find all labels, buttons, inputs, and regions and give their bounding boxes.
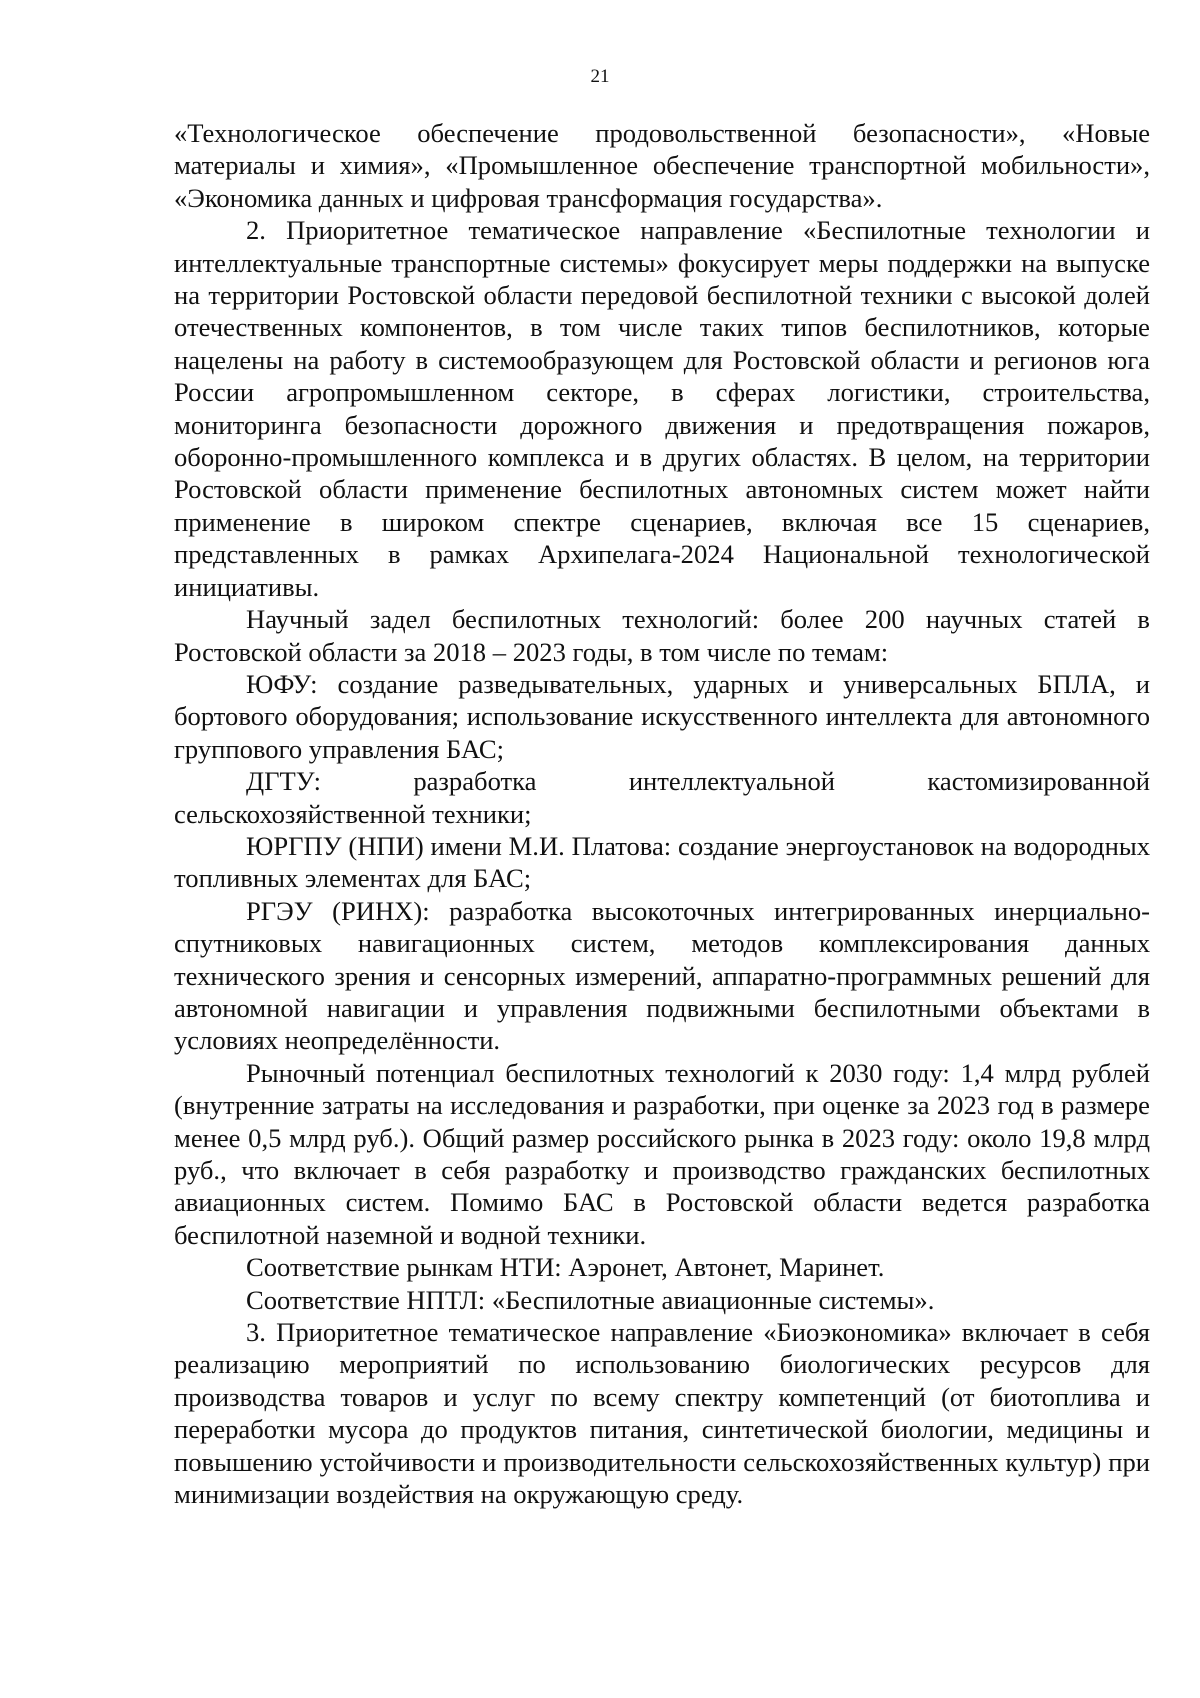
paragraph-rsue: РГЭУ (РИНХ): разработка высокоточных интегрированных инерциально-спутниковых навигационных систем, методов комплексирования данных технического зрения и сенсорных измерений, аппаратно-программных решений для автономной навигации и управления подвижными беспилотными объектами в условиях неопределённости. <box>174 895 1150 1056</box>
paragraph-continuation: «Технологическое обеспечение продовольственной безопасности», «Новые материалы и химия», «Промышленное обеспечение транспортной мобильности», «Экономика данных и цифровая трансформация государства». <box>174 118 1150 213</box>
paragraph-dstu: ДГТУ: разработка интеллектуальной кастомизированной сельскохозяйственной техники; <box>174 766 1150 829</box>
document-body <box>174 117 1150 1510</box>
paragraph-sfedu: ЮФУ: создание разведывательных, ударных и универсальных БПЛА, и бортового оборудования; использование искусственного интеллекта для автономного группового управления БАС; <box>174 668 1150 764</box>
paragraph-srspu: ЮРГПУ (НПИ) имени М.И. Платова: создание энергоустановок на водородных топливных элементах для БАС; <box>174 830 1150 894</box>
page-number: 21 <box>590 66 610 87</box>
paragraph-nti-markets: Соответствие рынкам НТИ: Аэронет, Автонет, Маринет. <box>246 1252 885 1283</box>
paragraph-scientific-background: Научный задел беспилотных технологий: более 200 научных статей в Ростовской области за 2018 – 2023 годы, в том числе по темам: <box>174 604 1150 667</box>
paragraph-unmanned-tech-direction: 2. Приоритетное тематическое направление «Беспилотные технологии и интеллектуальные транспортные системы» фокусирует меры поддержки на выпуске на территории Ростовской области передовой беспилотной техники с высокой долей отечественных компонентов, в том числе таких типов беспилотников, которые нацелены на работу в системообразующем для Ростовской области и регионов юга России агропромышленном секторе, в сферах логистики, строительства, мониторинга безопасности дорожного движения и предотвращения пожаров, оборонно-промышленного комплекса и в других областях. В целом, на территории Ростовской области применение беспилотных автономных систем может найти применение в широком спектре сценариев, включая все 15 сценариев, представленных в рамках Архипелага-2024 Национальной технологической инициативы. <box>174 215 1150 602</box>
paragraph-nptl: Соответствие НПТЛ: «Беспилотные авиационные системы». <box>246 1284 935 1315</box>
paragraph-market-potential: Рыночный потенциал беспилотных технологий к 2030 году: 1,4 млрд рублей (внутренние затраты на исследования и разработки, при оценке за 2023 год в размере менее 0,5 млрд руб.). Общий размер российского рынка в 2023 году: около 19,8 млрд руб., что включает в себя разработку и производство гражданских беспилотных авиационных систем. Помимо БАС в Ростовской области ведется разработка беспилотной наземной и водной техники. <box>174 1057 1150 1250</box>
paragraph-bioeconomy-direction: 3. Приоритетное тематическое направление «Биоэкономика» включает в себя реализацию мероприятий по использованию биологических ресурсов для производства товаров и услуг по всему спектру компетенций (от биотоплива и переработки мусора до продуктов питания, синтетической биологии, медицины и повышению устойчивости и производительности сельскохозяйственных культур) при минимизации воздействия на окружающую среду. <box>174 1317 1150 1510</box>
